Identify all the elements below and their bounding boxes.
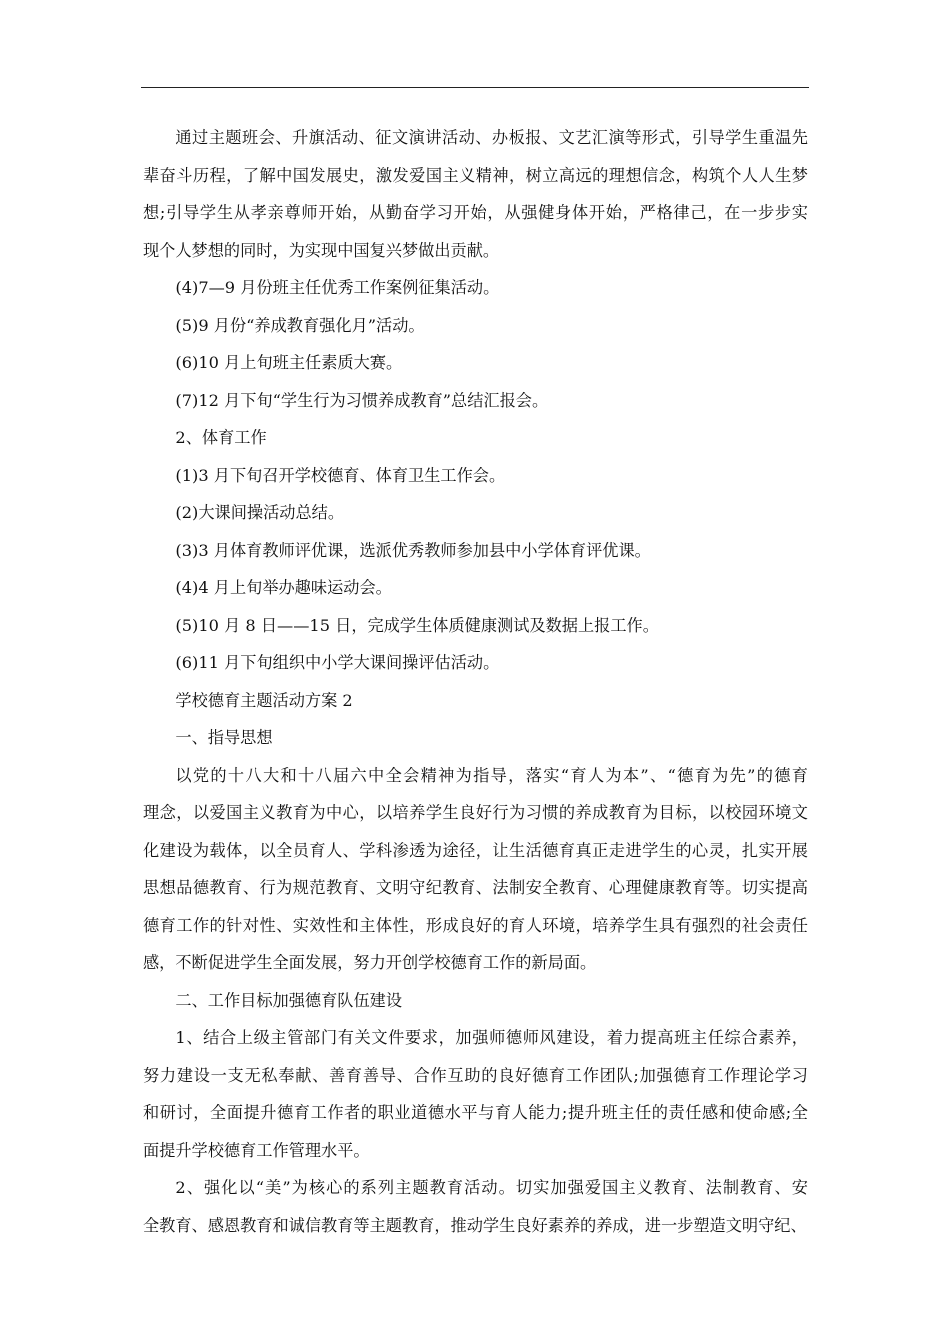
list-item: (3)3 月体育教师评优课，选派优秀教师参加县中小学体育评优课。	[175, 540, 651, 560]
list-item: 二、工作目标加强德育队伍建设	[175, 990, 403, 1010]
paragraph-line: 思想品德教育、行为规范教育、文明守纪教育、法制安全教育、心理健康教育等。切实提高	[143, 878, 808, 897]
paragraph	[143, 119, 808, 269]
list-item: (1)3 月下旬召开学校德育、体育卫生工作会。	[175, 465, 506, 485]
paragraph-line: 理念，以爱国主义教育为中心，以培养学生良好行为习惯的养成教育为目标，以校园环境文	[143, 803, 808, 822]
list-item: (2)大课间操活动总结。	[175, 503, 345, 522]
section-heading: 学校德育主题活动方案 2	[175, 690, 353, 710]
list-item: 一、指导思想	[175, 728, 273, 747]
document-body	[143, 119, 808, 1244]
paragraph	[143, 757, 808, 982]
list-item: (6)10 月上旬班主任素质大赛。	[175, 353, 403, 372]
paragraph-line: 和研讨，全面提升德育工作者的职业道德水平与育人能力;提升班主任的责任感和使命感;全	[143, 1103, 808, 1122]
paragraph-line: 通过主题班会、升旗活动、征文演讲活动、办板报、文艺汇演等形式，引导学生重温先	[175, 128, 808, 147]
paragraph-line: 感，不断促进学生全面发展，努力开创学校德育工作的新局面。	[143, 953, 597, 972]
paragraph-line: 全教育、感恩教育和诚信教育等主题教育，推动学生良好素养的养成，进一步塑造文明守纪、	[143, 1215, 807, 1235]
paragraph	[143, 1169, 808, 1244]
paragraph-line: 想;引导学生从孝亲尊师开始，从勤奋学习开始，从强健身体开始，严格律己，在一步步实	[143, 203, 808, 222]
paragraph-line: 努力建设一支无私奉献、善育善导、合作互助的良好德育工作团队;加强德育工作理论学习	[143, 1065, 808, 1085]
paragraph-line: 化建设为载体，以全员育人、学科渗透为途径，让生活德育真正走进学生的心灵，扎实开展	[143, 840, 808, 860]
list-item: (4)4 月上旬举办趣味运动会。	[175, 578, 392, 597]
list-item: 2、体育工作	[175, 428, 267, 447]
paragraph-line: 现个人梦想的同时，为实现中国复兴梦做出贡献。	[143, 240, 500, 260]
list-item: (4)7—9 月份班主任优秀工作案例征集活动。	[175, 278, 500, 297]
list-item: (5)10 月 8 日——15 日，完成学生体质健康测试及数据上报工作。	[175, 615, 659, 635]
paragraph-line: 面提升学校德育工作管理水平。	[143, 1140, 370, 1160]
header-rule	[141, 87, 809, 88]
list-item: (6)11 月下旬组织中小学大课间操评估活动。	[175, 653, 500, 672]
paragraph-line: 德育工作的针对性、实效性和主体性，形成良好的育人环境，培养学生具有强烈的社会责任	[143, 915, 808, 935]
paragraph-line: 以党的十八大和十八届六中全会精神为指导，落实“育人为本”、“德育为先”的德育	[175, 765, 808, 785]
paragraph	[143, 1019, 808, 1169]
paragraph-line: 2、强化以“美”为核心的系列主题教育活动。切实加强爱国主义教育、法制教育、安	[175, 1178, 808, 1197]
list-item: (5)9 月份“养成教育强化月”活动。	[175, 315, 425, 335]
list-item: (7)12 月下旬“学生行为习惯养成教育”总结汇报会。	[175, 390, 549, 410]
paragraph-line: 1、结合上级主管部门有关文件要求，加强师德师风建设，着力提高班主任综合素养，	[175, 1028, 808, 1047]
paragraph-line: 辈奋斗历程，了解中国发展史，激发爱国主义精神，树立高远的理想信念，构筑个人人生梦	[143, 165, 808, 185]
